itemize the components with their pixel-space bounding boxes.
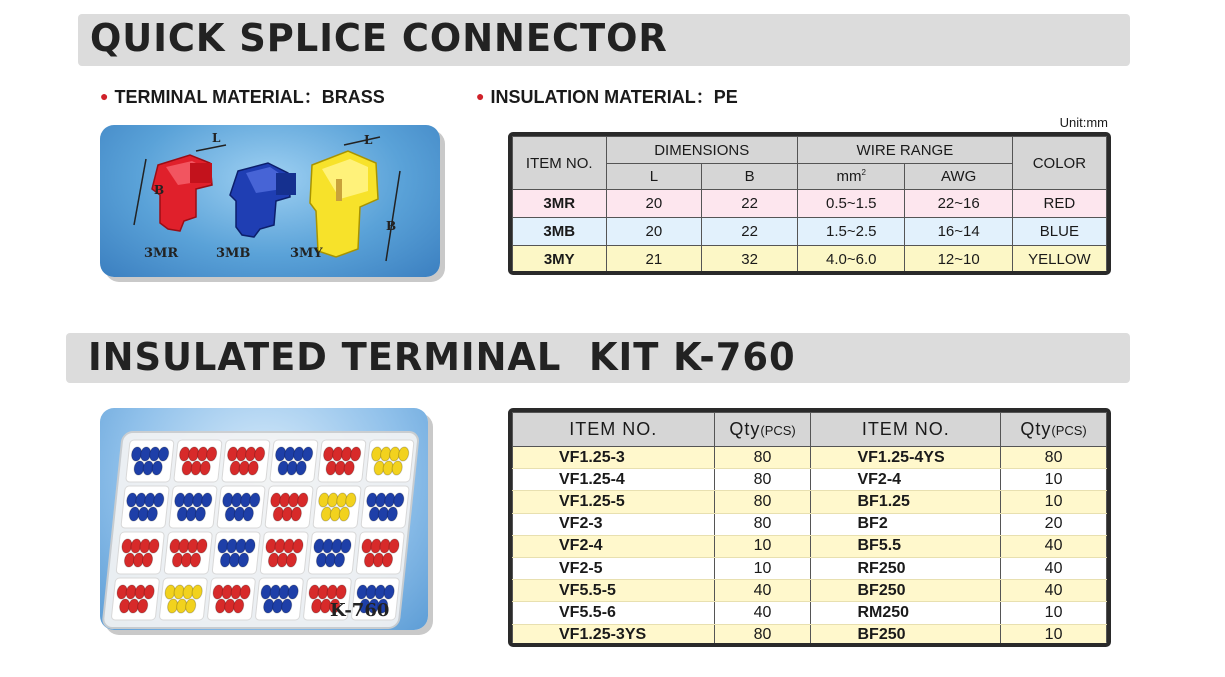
color-cell: YELLOW: [1012, 246, 1106, 274]
item-code-cell: VF1.25-4: [513, 469, 715, 491]
header-qty-unit: (PCS): [1051, 423, 1087, 438]
header-qty-2: [1001, 413, 1107, 447]
kit-row: [513, 513, 1107, 535]
kit-row: [513, 535, 1107, 557]
awg-cell: 22~16: [905, 190, 1012, 218]
item-code-cell: BF5.5: [811, 535, 1001, 557]
yellow-connector-image: [310, 151, 378, 257]
breadth-cell: 32: [702, 246, 798, 274]
header-item-no: ITEM NO.: [513, 137, 607, 190]
header-color: COLOR: [1012, 137, 1106, 190]
quick-splice-photo: [100, 125, 440, 277]
header-wire-range: WIRE RANGE: [797, 137, 1012, 164]
section-title: INSULATED TERMINAL KIT K-760: [88, 335, 796, 379]
wire-mm2-cell: 1.5~2.5: [797, 218, 905, 246]
item-code-cell: VF1.25-3: [513, 447, 715, 469]
header-item-no-1: ITEM NO.: [513, 413, 715, 447]
kit-row: [513, 447, 1107, 469]
qty-cell: 10: [714, 535, 811, 557]
item-code-cell: RM250: [811, 602, 1001, 624]
kit-row: [513, 469, 1107, 491]
l-dimension-label: L: [212, 131, 221, 145]
item-code-cell: RF250: [811, 557, 1001, 579]
terminal-kit-photo: [100, 408, 428, 630]
qty-cell: 40: [1001, 535, 1107, 557]
header-mm-text: mm: [836, 168, 862, 185]
terminal-material-text: TERMINAL MATERIAL：BRASS: [114, 87, 385, 107]
blue-connector-image: [230, 163, 296, 237]
item-code-cell: VF2-4: [513, 535, 715, 557]
kit-row: [513, 602, 1107, 624]
qty-cell: 40: [714, 602, 811, 624]
item-code-cell: BF250: [811, 624, 1001, 646]
bullet-icon: ●: [100, 88, 109, 104]
insulation-material: [476, 83, 738, 109]
qty-cell: 10: [714, 557, 811, 579]
header-qty-unit: (PCS): [760, 423, 796, 438]
header-mm2: [797, 164, 905, 190]
awg-cell: 12~10: [905, 246, 1012, 274]
qty-cell: 10: [1001, 624, 1107, 646]
kit-model-label: K-760: [330, 600, 390, 621]
qty-cell: 80: [714, 624, 811, 646]
item-code-cell: VF2-5: [513, 557, 715, 579]
header-item-no-2: ITEM NO.: [811, 413, 1001, 447]
kit-row: [513, 491, 1107, 513]
section-banner-terminal-kit: [66, 333, 1130, 383]
color-cell: RED: [1012, 190, 1106, 218]
kit-row: [513, 624, 1107, 646]
qty-cell: 80: [714, 491, 811, 513]
qty-cell: 10: [1001, 469, 1107, 491]
item-code-cell: VF1.25-4YS: [811, 447, 1001, 469]
terminal-material: [100, 83, 385, 109]
qty-cell: 80: [714, 469, 811, 491]
spec-row: [513, 218, 1107, 246]
item-code-cell: VF2-4: [811, 469, 1001, 491]
qty-cell: 40: [1001, 580, 1107, 602]
length-cell: 20: [606, 190, 702, 218]
qty-cell: 40: [1001, 557, 1107, 579]
header-awg: AWG: [905, 164, 1012, 190]
qty-cell: 80: [714, 447, 811, 469]
qty-cell: 20: [1001, 513, 1107, 535]
section-banner-quick-splice: [78, 14, 1130, 66]
kit-row: [513, 557, 1107, 579]
breadth-cell: 22: [702, 218, 798, 246]
qty-cell: 80: [1001, 447, 1107, 469]
header-qty-text: Qty: [729, 419, 761, 439]
header-b: B: [702, 164, 798, 190]
header-qty-text: Qty: [1020, 419, 1052, 439]
item-code-cell: BF250: [811, 580, 1001, 602]
item-code-cell: VF2-3: [513, 513, 715, 535]
l-dimension-label: L: [364, 133, 373, 147]
kit-box-illustration: [100, 408, 428, 630]
model-label-yellow: 3MY: [290, 246, 323, 261]
qty-cell: 80: [714, 513, 811, 535]
header-mm-sup: 2: [861, 168, 866, 177]
breadth-cell: 22: [702, 190, 798, 218]
qty-cell: 10: [1001, 602, 1107, 624]
awg-cell: 16~14: [905, 218, 1012, 246]
item-cell: 3MY: [513, 246, 607, 274]
item-code-cell: VF5.5-6: [513, 602, 715, 624]
unit-label: Unit:mm: [1059, 115, 1108, 130]
bullet-icon: ●: [476, 88, 485, 104]
item-code-cell: VF1.25-3YS: [513, 624, 715, 646]
color-cell: BLUE: [1012, 218, 1106, 246]
spec-row: [513, 190, 1107, 218]
item-cell: 3MB: [513, 218, 607, 246]
item-code-cell: VF1.25-5: [513, 491, 715, 513]
length-cell: 21: [606, 246, 702, 274]
model-label-red: 3MR: [144, 246, 179, 261]
length-cell: 20: [606, 218, 702, 246]
quick-splice-spec-table: [508, 132, 1111, 275]
header-qty-1: [714, 413, 811, 447]
b-dimension-label: B: [154, 183, 165, 197]
qty-cell: 10: [1001, 491, 1107, 513]
header-dimensions: DIMENSIONS: [606, 137, 797, 164]
wire-mm2-cell: 4.0~6.0: [797, 246, 905, 274]
wire-mm2-cell: 0.5~1.5: [797, 190, 905, 218]
b-dimension-label: B: [386, 219, 397, 233]
item-code-cell: VF5.5-5: [513, 580, 715, 602]
insulation-material-text: INSULATION MATERIAL：PE: [490, 87, 738, 107]
kit-row: [513, 580, 1107, 602]
terminal-kit-table: [508, 408, 1111, 647]
spec-row: [513, 246, 1107, 274]
item-code-cell: BF1.25: [811, 491, 1001, 513]
model-label-blue: 3MB: [216, 246, 251, 261]
header-l: L: [606, 164, 702, 190]
item-cell: 3MR: [513, 190, 607, 218]
section-title: QUICK SPLICE CONNECTOR: [90, 16, 668, 60]
item-code-cell: BF2: [811, 513, 1001, 535]
qty-cell: 40: [714, 580, 811, 602]
